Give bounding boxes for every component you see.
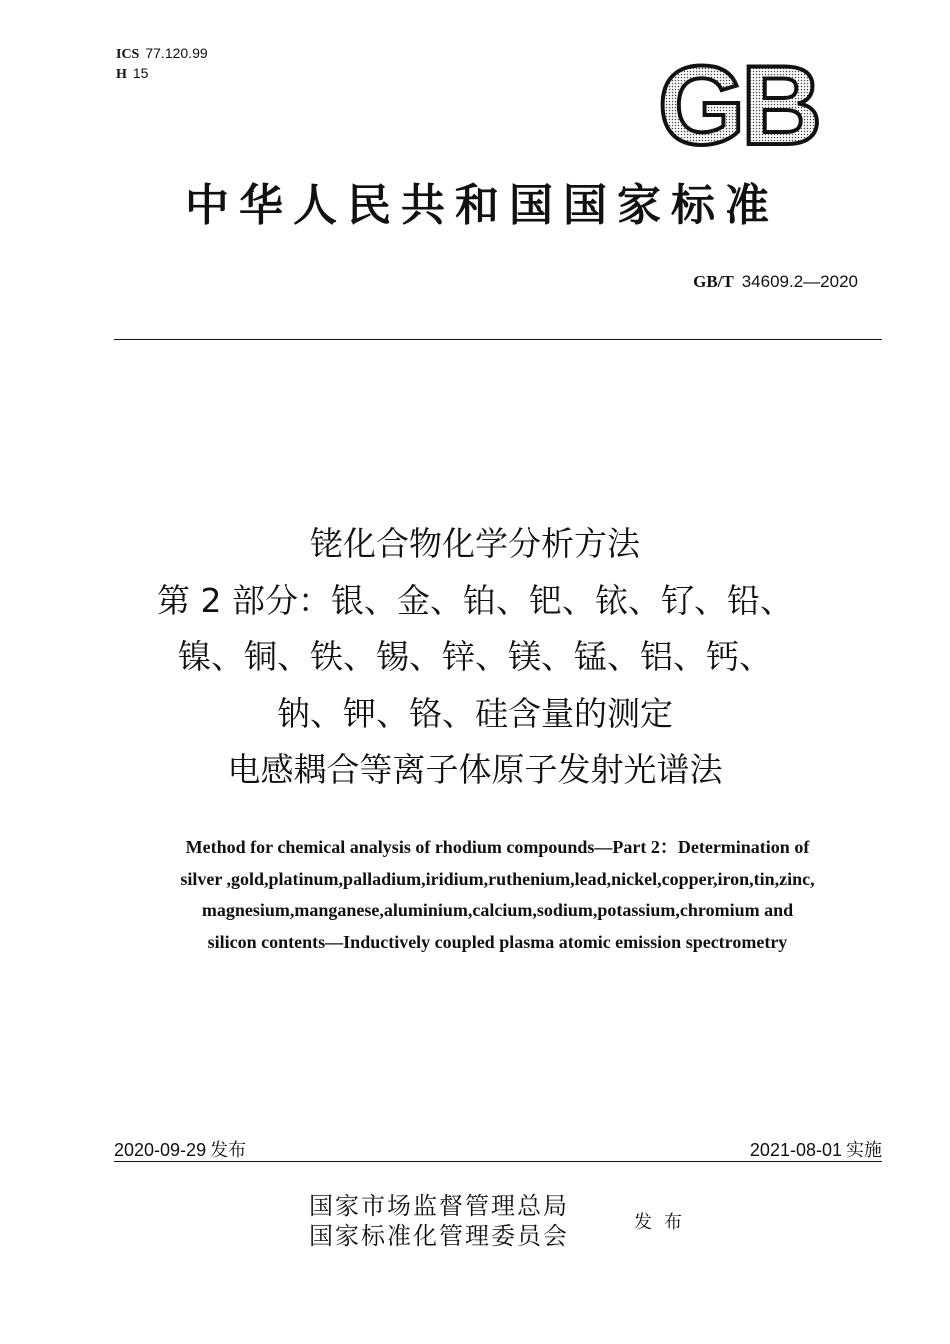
english-title-line: Method for chemical analysis of rhodium compounds—Part 2：Determination of [185,837,810,857]
english-title [100,832,895,958]
issuer-name: 国家市场监督管理总局 [309,1192,569,1220]
issue-date-line [114,1136,246,1162]
issuing-authorities [309,1191,569,1251]
ics-line [116,44,208,64]
standard-number-value: 34609.2—2020 [741,272,858,291]
english-title-line: silicon contents—Inductively coupled plasma atomic emission spectrometry [207,931,788,952]
standard-title: 中华人民共和国国家标准 [185,180,779,231]
bottom-divider [114,1161,882,1162]
implement-label: 实施 [846,1140,882,1161]
issue-date: 2020-09-29 [114,1140,207,1160]
chinese-title-line: 第 2 部分：银、金、铂、钯、铱、钌、铅、 [157,580,793,620]
english-title-line: magnesium,manganese,aluminium,calcium,sodium,potassium,chromium and [201,900,794,920]
standard-number-prefix: GB/T [693,272,734,291]
ccs-line [116,64,208,84]
top-divider [114,339,882,340]
ics-code: 77.120.99 [145,45,208,61]
gb-logo-text: GB [658,58,818,150]
classification-codes [116,44,208,84]
chinese-title-line: 铑化合物化学分析方法 [310,524,640,563]
implement-date-line [750,1136,882,1162]
implement-date: 2021-08-01 [749,1140,842,1160]
standard-number [693,272,858,292]
publish-label: 发布 [634,1212,694,1233]
gb-logo [644,58,832,150]
english-title-line: silver ,gold,platinum,palladium,iridium,ruthenium,lead,nickel,copper,iron,tin,zinc, [180,868,815,889]
issuer-name: 国家标准化管理委员会 [309,1222,569,1250]
ccs-code: 15 [132,65,149,81]
ccs-label: H [116,67,127,82]
chinese-title [0,516,950,799]
ics-label: ICS [116,47,140,62]
chinese-title-line: 电感耦合等离子体原子发射光谱法 [227,750,723,789]
chinese-title-line: 钠、钾、铬、硅含量的测定 [277,693,673,733]
issue-label: 发布 [210,1140,247,1161]
chinese-title-line: 镍、铜、铁、锡、锌、镁、锰、铝、钙、 [178,637,772,676]
